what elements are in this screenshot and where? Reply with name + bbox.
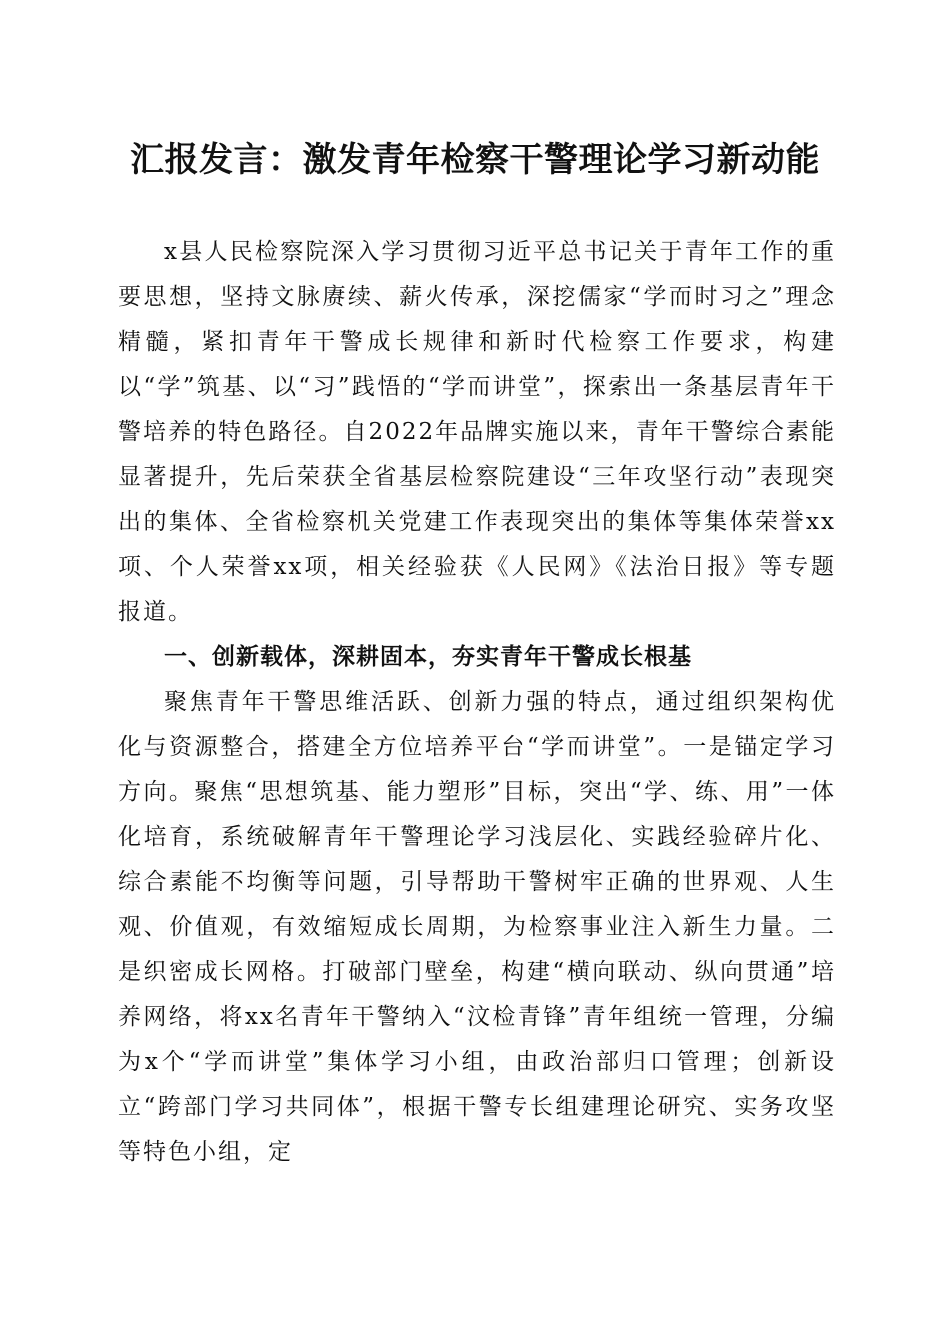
document-body — [118, 230, 836, 1175]
section-1-paragraph: 聚焦青年干警思维活跃、创新力强的特点，通过组织架构优化与资源整合，搭建全方位培养平台“学而讲堂”。一是锚定学习方向。聚焦“思想筑基、能力塑形”目标，突出“学、练、用”一体化培育，系统破解青年干警理论学习浅层化、实践经验碎片化、综合素能不均衡等问题，引导帮助干警树牢正确的世界观、人生观、价值观，有效缩短成长周期，为检察事业注入新生力量。二是织密成长网格。打破部门壁垒，构建“横向联动、纵向贯通”培养网络，将xx名青年干警纳入“汶检青锋”青年组统一管理，分编为x个“学而讲堂”集体学习小组，由政治部归口管理；创新设立“跨部门学习共同体”，根据干警专长组建理论研究、实务攻坚等特色小组，定 — [118, 689, 836, 1165]
intro-paragraph: x县人民检察院深入学习贯彻习近平总书记关于青年工作的重要思想，坚持文脉赓续、薪火传承，深挖儒家“学而时习之”理念精髓，紧扣青年干警成长规律和新时代检察工作要求，构建以“学”筑基、以“习”践悟的“学而讲堂”，探索出一条基层青年干警培养的特色路径。自2022年品牌实施以来，青年干警综合素能显著提升，先后荣获全省基层检察院建设“三年攻坚行动”表现突出的集体、全省检察机关党建工作表现突出的集体等集体荣誉xx项、个人荣誉xx项，相关经验获《人民网》《法治日报》等专题报道。 — [118, 239, 836, 625]
document-title: 汇报发言：激发青年检察干警理论学习新动能 — [130, 140, 820, 180]
section-heading-1: 一、创新载体，深耕固本，夯实青年干警成长根基 — [164, 644, 692, 670]
